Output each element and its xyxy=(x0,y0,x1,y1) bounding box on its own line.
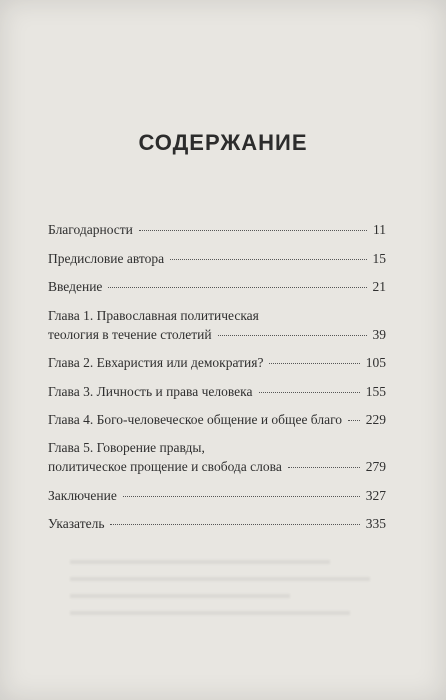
dot-leader xyxy=(348,420,360,421)
toc-entry-page: 11 xyxy=(373,222,386,237)
toc-entry-page: 39 xyxy=(372,327,386,342)
toc-entry-page: 279 xyxy=(365,459,386,474)
toc-entry-chapter-2 xyxy=(48,353,386,372)
show-through-texture xyxy=(60,555,420,625)
dot-leader xyxy=(108,287,366,288)
toc-entry-page: 15 xyxy=(372,251,386,266)
dot-leader xyxy=(139,230,367,231)
toc-entry-conclusion xyxy=(48,486,386,505)
page-title: СОДЕРЖАНИЕ xyxy=(138,130,308,155)
toc-entry-acknowledgments xyxy=(48,220,386,239)
toc-entry-label-line1: Глава 1. Православная политическая xyxy=(48,308,259,323)
toc-entry-label: Введение xyxy=(48,279,103,294)
toc-entry-page: 105 xyxy=(365,355,386,370)
toc-entry-label: Заключение xyxy=(48,488,117,503)
toc-entry-label-line1: Глава 5. Говорение правды, xyxy=(48,440,205,455)
dot-leader xyxy=(269,363,359,364)
toc-entry-label: Глава 4. Бого-человеческое общение и общее благо xyxy=(48,412,343,427)
dot-leader xyxy=(110,524,359,525)
toc-entry-page: 21 xyxy=(372,279,386,294)
dot-leader xyxy=(123,496,360,497)
toc-entry-label: Предисловие автора xyxy=(48,251,165,266)
toc-entry-index xyxy=(48,514,386,533)
toc-entry-label: Указатель xyxy=(48,516,105,531)
toc-entry-page: 327 xyxy=(365,488,386,503)
toc-entry-label: теология в течение столетий xyxy=(48,327,212,342)
toc-entry-introduction xyxy=(48,277,386,296)
toc-entry-page: 155 xyxy=(365,384,386,399)
toc-entry-chapter-4 xyxy=(48,410,386,429)
toc-entry-chapter-3 xyxy=(48,382,386,401)
dot-leader xyxy=(170,259,366,260)
dot-leader xyxy=(218,335,367,336)
toc-entry-page: 229 xyxy=(365,412,386,427)
toc-entry-chapter-1 xyxy=(48,306,386,344)
toc-entry-label: Глава 3. Личность и права человека xyxy=(48,384,253,399)
toc-entry-label: политическое прощение и свобода слова xyxy=(48,459,282,474)
dot-leader xyxy=(288,467,360,468)
dot-leader xyxy=(259,392,360,393)
toc-entry-preface xyxy=(48,249,386,268)
toc-entry-page: 335 xyxy=(365,516,386,531)
toc-entry-chapter-5 xyxy=(48,438,386,476)
toc-entry-label: Глава 2. Евхаристия или демократия? xyxy=(48,355,264,370)
toc-entry-label: Благодарности xyxy=(48,222,133,237)
